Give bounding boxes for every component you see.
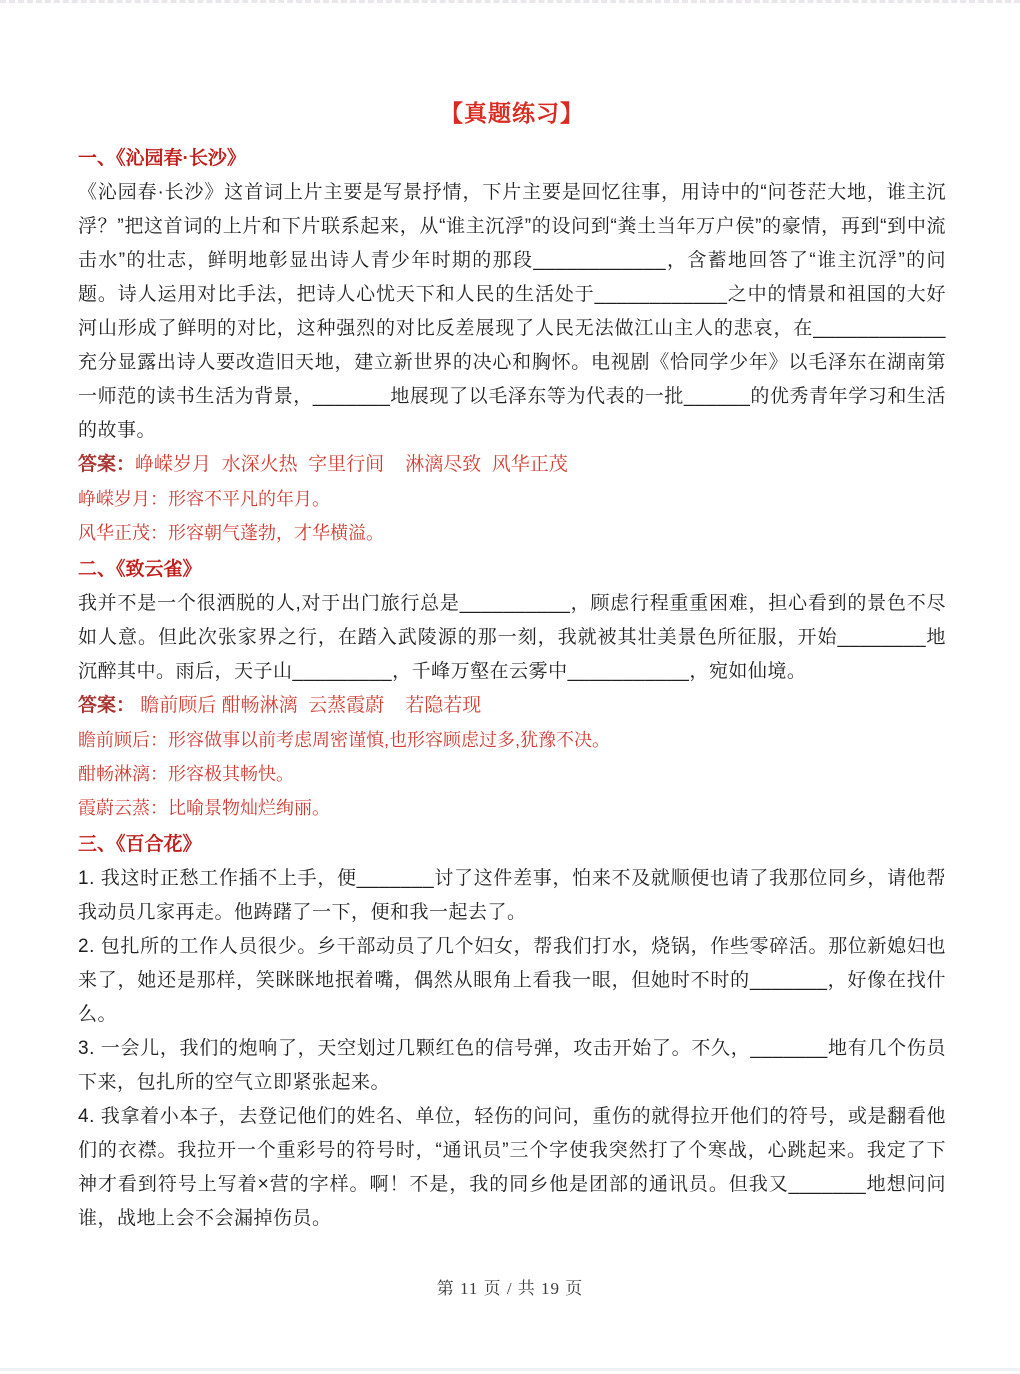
answer-values: 瞻前顾后 酣畅淋漓 云蒸霞蔚 若隐若现 <box>135 695 482 716</box>
section-2-note: 酣畅淋漓：形容极其畅快。 <box>78 764 294 784</box>
page-content <box>78 96 946 1236</box>
section-3-paragraph: 1. 我这时正愁工作插不上手，便_______讨了这件差事，怕来不及就顺便也请了我那位同乡，请他帮我动员几家再走。他踌躇了一下，便和我一起去了。 <box>78 868 946 923</box>
section-3-paragraph: 4. 我拿着小本子，去登记他们的姓名、单位，轻伤的问问，重伤的就得拉开他们的符号，或是翻看他们的衣襟。我拉开一个重彩号的符号时，“通讯员”三个字使我突然打了个寒战，心跳起来。我定了下神才看到符号上写着×营的字样。啊！不是，我的同乡他是团部的通讯员。但我又_______地想问问谁，战地上会不会漏掉伤员。 <box>78 1106 946 1229</box>
section-2-answer-line <box>78 689 946 723</box>
answer-label: 答案： <box>78 454 136 475</box>
section-1-heading: 一、《沁园春·长沙》 <box>78 148 246 169</box>
section-3-paragraph: 2. 包扎所的工作人员很少。乡干部动员了几个妇女，帮我们打水，烧锅，作些零碎活。那位新媳妇也来了，她还是那样，笑眯眯地抿着嘴，偶然从眼角上看我一眼，但她时不时的_______，好像在找什么。 <box>78 936 946 1025</box>
page-top-divider <box>0 0 1020 3</box>
section-1-note: 峥嵘岁月：形容不平凡的年月。 <box>78 489 330 509</box>
section-1-note: 风华正茂：形容朝气蓬勃，才华横溢。 <box>78 523 384 543</box>
section-1-body: 《沁园春·长沙》这首词上片主要是写景抒情，下片主要是回忆往事，用诗中的“问苍茫大地，谁主沉浮？”把这首词的上片和下片联系起来，从“谁主沉浮”的设问到“粪土当年万户侯”的豪情，再到“到中流击水”的壮志，鲜明地彰显出诗人青少年时期的那段____________，含蓄地回答了“谁主沉浮”的问题。诗人运用对比手法，把诗人心忧天下和人民的生活处于____________之中的情景和祖国的大好河山形成了鲜明的对比，这种强烈的对比反差展现了人民无法做江山主人的悲哀，在____________充分显露出诗人要改造旧天地，建立新世界的决心和胸怀。电视剧《恰同学少年》以毛泽东在湖南第一师范的读书生活为背景，_______地展现了以毛泽东等为代表的一批______的优秀青年学习和生活的故事。 <box>78 182 946 441</box>
section-2-note: 霞蔚云蒸：比喻景物灿烂绚丽。 <box>78 798 330 818</box>
page-bottom-divider <box>0 1368 1020 1371</box>
page-title: 【真题练习】 <box>440 100 584 126</box>
section-1-answer-line <box>78 448 946 482</box>
section-3-paragraph: 3. 一会儿，我们的炮响了，天空划过几颗红色的信号弹，攻击开始了。不久，_______地有几个伤员下来，包扎所的空气立即紧张起来。 <box>78 1038 946 1093</box>
answer-label: 答案： <box>78 695 136 716</box>
section-2-note: 瞻前顾后：形容做事以前考虑周密谨慎,也形容顾虑过多,犹豫不决。 <box>78 730 610 750</box>
section-2-heading: 二、《致云雀》 <box>78 559 202 580</box>
section-3-heading: 三、《百合花》 <box>78 834 202 855</box>
section-2-body: 我并不是一个很洒脱的人,对于出门旅行总是__________，顾虑行程重重困难，担心看到的景色不尽如人意。但此次张家界之行，在踏入武陵源的那一刻，我就被其壮美景色所征服，开始________地沉醉其中。雨后，天子山_________，千峰万壑在云雾中___________，宛如仙境。 <box>78 593 946 682</box>
footer-page-number: 第 11 页 / 共 19 页 <box>436 1279 584 1298</box>
answer-values: 峥嵘岁月 水深火热 字里行间 淋漓尽致 风华正茂 <box>135 454 568 475</box>
